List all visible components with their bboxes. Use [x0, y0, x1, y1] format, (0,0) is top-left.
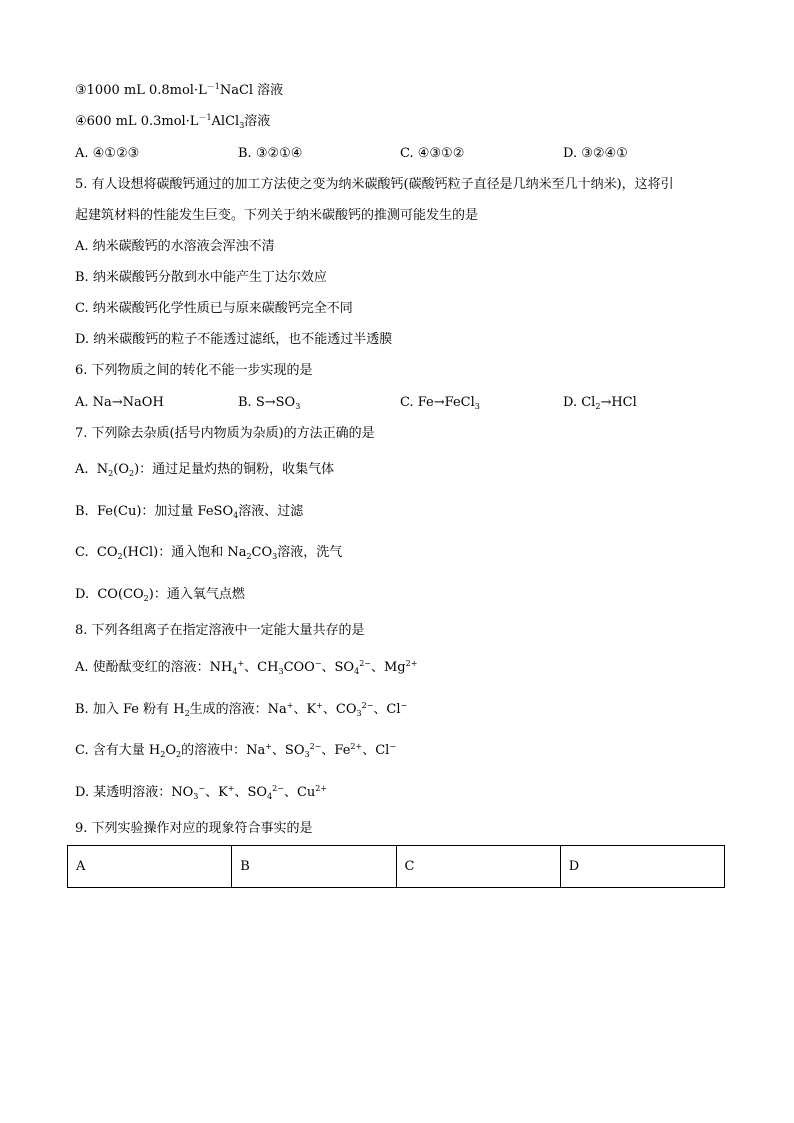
q4-item-4 [75, 113, 270, 131]
q5-option-d: D. 纳米碳酸钙的粒子不能透过滤纸，也不能透过半透膜 [75, 332, 393, 347]
subscript: 3 [356, 709, 362, 718]
option-text: ：通入饱和 Na [158, 545, 247, 560]
subscript: 4 [233, 511, 239, 520]
item-number: ④ [75, 114, 87, 129]
superscript: + [265, 742, 272, 751]
q5-stem-line-1: 5. 有人设想将碳酸钙通过的加工方法使之变为纳米碳酸钙(碳酸钙粒子直径是几纳米至几十纳米)，这将引 [75, 177, 674, 192]
subscript: 2 [175, 750, 182, 759]
option-text: A. 使酚酞变红的溶液：NH [75, 660, 233, 675]
subscript: 3 [295, 402, 301, 411]
option-text: 、Fe [321, 743, 351, 758]
q6-option-b [238, 394, 300, 412]
formula: ) [148, 587, 154, 602]
superscript: 2+ [405, 659, 418, 668]
option-text: 、CO [322, 702, 357, 717]
q6-option-d [563, 394, 637, 412]
option-text: ：通过足量灼热的铜粉，收集气体 [139, 462, 335, 477]
subscript: 4 [354, 667, 360, 676]
option-text: COO [283, 660, 315, 675]
option-text: C. Fe→FeCl [400, 395, 475, 410]
option-text: D. Cl [563, 395, 596, 410]
superscript: − [314, 659, 322, 668]
option-text: 、Cl [362, 743, 390, 758]
superscript: 2+ [315, 784, 328, 793]
option-text: 的溶液中：Na [181, 743, 266, 758]
superscript: －1 [198, 113, 212, 122]
q4-item-3 [75, 82, 283, 100]
q4-option-d: D. ③②④① [563, 146, 628, 161]
superscript: －1 [206, 82, 220, 91]
q4-option-a: A. ④①②③ [75, 146, 140, 161]
subscript: 2 [108, 469, 114, 478]
item-number: ③ [75, 83, 87, 98]
subscript: 2 [184, 709, 190, 718]
subscript: 2 [160, 750, 166, 759]
superscript: 2− [361, 701, 374, 710]
q4-option-c: C. ④③①② [400, 146, 465, 161]
superscript: − [389, 742, 397, 751]
formula: N [96, 462, 109, 477]
formula: CO(CO [97, 587, 144, 602]
superscript: 2− [359, 659, 371, 668]
option-text: →HCl [600, 395, 637, 410]
option-text: 、SO [321, 660, 355, 675]
table-row [68, 846, 725, 888]
q5-option-c: C. 纳米碳酸钙化学性质已与原来碳酸钙完全不同 [75, 301, 353, 316]
subscript: 4 [267, 792, 273, 801]
table-header-b: B [232, 846, 396, 888]
item-text: 溶液 [244, 114, 271, 129]
subscript: 3 [474, 402, 480, 411]
formula: Fe(Cu) [96, 504, 142, 519]
option-text: ：通入氧气点燃 [153, 587, 245, 602]
formula: (O [113, 462, 129, 477]
q7-option-c [75, 544, 342, 562]
superscript: − [198, 784, 206, 793]
item-text: 600 mL 0.3mol·L [86, 114, 199, 129]
option-text: 、K [205, 785, 228, 800]
option-text: 生成的溶液：Na [189, 702, 287, 717]
item-text: NaCl 溶液 [219, 83, 284, 98]
q6-option-c [400, 394, 480, 412]
table-header-d: D [560, 846, 724, 888]
item-text: AlCl [211, 114, 240, 129]
subscript: 2 [595, 402, 601, 411]
q8-stem: 8. 下列各组离子在指定溶液中一定能大量共存的是 [75, 623, 365, 638]
option-text: D. 某透明溶液：NO [75, 785, 194, 800]
superscript: 2− [272, 784, 284, 793]
q8-option-b [75, 701, 407, 719]
formula: CO [251, 545, 273, 560]
subscript: 2 [143, 594, 149, 603]
subscript: 2 [117, 552, 123, 561]
q7-stem: 7. 下列除去杂质(括号内物质为杂质)的方法正确的是 [75, 426, 375, 441]
subscript: 3 [193, 792, 199, 801]
option-text: 、SO [234, 785, 268, 800]
option-label: C. [75, 545, 89, 560]
subscript: 3 [272, 552, 278, 561]
subscript: 2 [129, 469, 135, 478]
superscript: − [400, 701, 408, 710]
option-text: 溶液，洗气 [277, 545, 343, 560]
option-text: 、SO [271, 743, 305, 758]
superscript: + [286, 701, 294, 710]
table-header-c: C [396, 846, 560, 888]
option-text: B. 加入 Fe 粉有 H [75, 702, 185, 717]
option-text: 、Cu [283, 785, 316, 800]
option-text: 、Mg [371, 660, 406, 675]
q5-stem-line-2: 起建筑材料的性能发生巨变。下列关于纳米碳酸钙的推测可能发生的是 [75, 208, 479, 223]
option-text: C. 含有大量 H [75, 743, 161, 758]
subscript: 3 [239, 121, 245, 130]
q7-option-d [75, 586, 245, 604]
q8-option-d [75, 784, 327, 802]
superscript: + [316, 701, 323, 710]
option-text: 、K [293, 702, 317, 717]
formula: ) [134, 462, 140, 477]
option-text: B. S→SO [238, 395, 296, 410]
q7-option-a [75, 461, 334, 479]
q8-option-a [75, 659, 417, 677]
formula: CO [96, 545, 118, 560]
option-label: B. [75, 504, 89, 519]
option-label: A. [75, 462, 89, 477]
option-text: O [165, 743, 176, 758]
q8-option-c [75, 742, 396, 760]
option-label: D. [75, 587, 90, 602]
subscript: 2 [246, 552, 252, 561]
superscript: + [227, 784, 235, 793]
table-header-a: A [68, 846, 232, 888]
option-text: 溶液、过滤 [238, 504, 304, 519]
q5-option-a: A. 纳米碳酸钙的水溶液会浑浊不清 [75, 239, 275, 254]
q9-answer-table [67, 845, 725, 888]
q9-stem: 9. 下列实验操作对应的现象符合事实的是 [75, 821, 313, 836]
option-text: ：加过量 FeSO [141, 504, 234, 519]
superscript: + [237, 659, 245, 668]
formula: (HCl) [122, 545, 159, 560]
q6-option-a: A. Na→NaOH [75, 395, 164, 410]
subscript: 3 [304, 750, 310, 759]
q6-stem: 6. 下列物质之间的转化不能一步实现的是 [75, 363, 313, 378]
superscript: 2− [309, 742, 322, 751]
item-text: 1000 mL 0.8mol·L [86, 83, 207, 98]
subscript: 4 [232, 667, 238, 676]
option-text: 、Cl [373, 702, 401, 717]
q4-option-b: B. ③②①④ [238, 146, 303, 161]
q7-option-b [75, 503, 303, 521]
option-text: 、CH [244, 660, 279, 675]
q5-option-b: B. 纳米碳酸钙分散到水中能产生丁达尔效应 [75, 270, 327, 285]
subscript: 3 [278, 667, 284, 676]
superscript: 2+ [350, 742, 363, 751]
